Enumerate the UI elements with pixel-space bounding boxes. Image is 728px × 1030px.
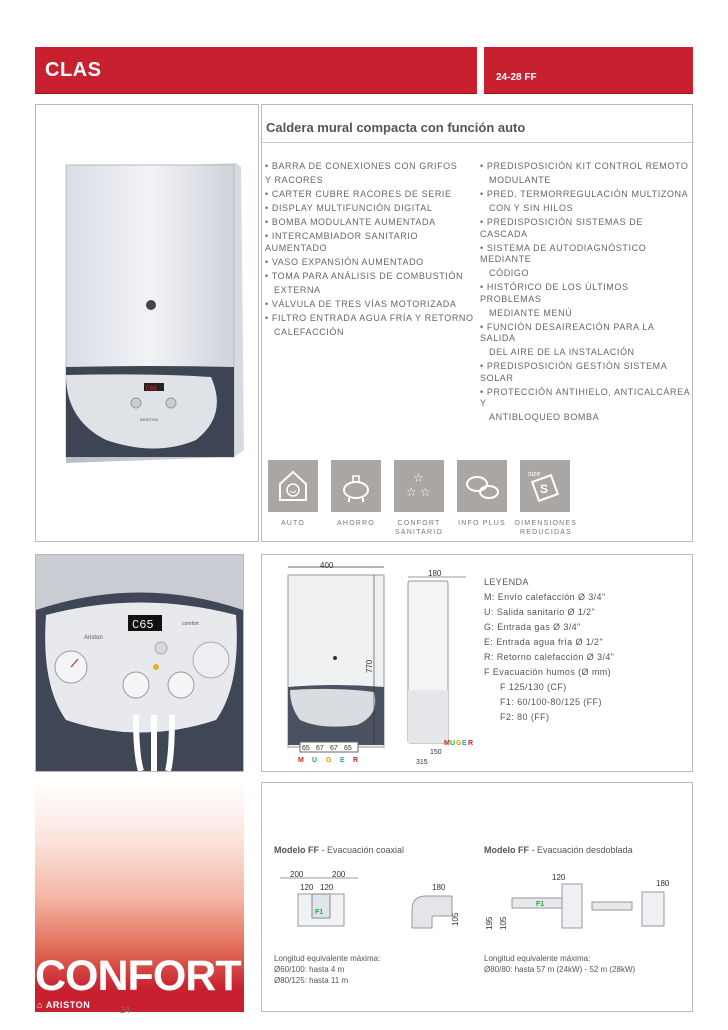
- legend-item: G: Entrada gas Ø 3/4": [484, 622, 581, 632]
- feature-item: • HISTÓRICO DE LOS ÚLTIMOS PROBLEMAS: [480, 282, 629, 304]
- legend-item: U: Salida sanitario Ø 1/2": [484, 607, 596, 617]
- coax-dim-200b: 200: [332, 870, 346, 879]
- feature-item: • DISPLAY MULTIFUNCIÓN DIGITAL: [265, 203, 433, 213]
- dim-bottom-3: 67: [330, 745, 338, 752]
- feature-item: • PRED. TERMORREGULACIÓN MULTIZONA: [480, 189, 689, 199]
- coaxial-note-line: Ø60/100: hasta 4 m: [274, 965, 345, 974]
- coax-dim-120a: 120: [300, 883, 314, 892]
- size-badge: size: [528, 471, 541, 478]
- svg-text:☆: ☆: [413, 471, 424, 485]
- icon-label-dimensiones: DIMENSIONES REDUCIDAS: [514, 520, 578, 536]
- coaxial-title: - Evacuación coaxial: [319, 845, 405, 855]
- dimensiones-icon: [520, 460, 570, 512]
- legend-item: M: Envío calefacción Ø 3/4": [484, 592, 606, 602]
- legend-item: F Evacuación humos (Ø mm): [484, 667, 612, 677]
- closeup-display-code: C65: [132, 618, 154, 632]
- coax-f1: F1: [315, 909, 324, 916]
- split-dim-120: 120: [552, 873, 566, 882]
- header-divider: [477, 47, 484, 94]
- feature-item: • BOMBA MODULANTE AUMENTADA: [265, 217, 436, 227]
- legend-item: F 125/130 (CF): [500, 682, 567, 692]
- feature-item: Y RACORES: [265, 175, 324, 185]
- coaxial-note-line: Longitud equivalente máxima:: [274, 954, 381, 963]
- feature-item: • PREDISPOSICIÓN KIT CONTROL REMOTO: [480, 161, 689, 171]
- feature-item: • PREDISPOSICIÓN GESTIÓN SISTEMA SOLAR: [480, 361, 667, 383]
- conn-m: M: [298, 757, 304, 764]
- feature-item: • INTERCAMBIADOR SANITARIO AUMENTADO: [265, 231, 419, 253]
- ariston-logo: [37, 1000, 90, 1010]
- coaxial-heading: [274, 845, 404, 855]
- split-heading: [484, 845, 633, 855]
- header-rule: [35, 93, 693, 94]
- icon-label-confort: CONFORT SANITARIO: [394, 520, 443, 536]
- split-title: - Evacuación desdoblada: [529, 845, 633, 855]
- feature-item: CÓDIGO: [489, 268, 530, 278]
- side-g: G: [456, 740, 462, 747]
- coaxial-note-line: Ø80/125: hasta 11 m: [274, 976, 349, 985]
- coax-dim-105: 105: [451, 912, 460, 926]
- dim-width: 400: [320, 561, 334, 570]
- control-panel-closeup: [36, 555, 243, 771]
- side-r: R: [468, 740, 474, 747]
- control-panel-photo: [35, 554, 244, 772]
- legend-item: F1: 60/100-80/125 (FF): [500, 697, 602, 707]
- legend-item: F2: 80 (FF): [500, 712, 550, 722]
- header-bar: [35, 47, 693, 94]
- icon-label-info-plus: INFO PLUS: [458, 520, 506, 527]
- ahorro-icon: [331, 460, 381, 512]
- feature-item: • PREDISPOSICIÓN SISTEMAS DE CASCADA: [480, 217, 643, 239]
- features-left-list: [265, 161, 480, 341]
- coax-dim-200a: 200: [290, 870, 304, 879]
- feature-item: • BARRA DE CONEXIONES CON GRIFOS: [265, 161, 458, 171]
- dim-150: 150: [430, 749, 442, 756]
- product-model: 24-28 FF: [496, 72, 537, 83]
- conn-e: E: [340, 757, 345, 764]
- ariston-house-icon: ⌂: [37, 1000, 44, 1010]
- boiler-photo: [36, 105, 258, 541]
- feature-item: • FUNCIÓN DESAIREACIÓN PARA LA SALIDA: [480, 321, 655, 343]
- coax-dim-180: 180: [432, 883, 446, 892]
- dimension-drawing: [262, 555, 482, 771]
- feature-item: • TOMA PARA ANÁLISIS DE COMBUSTIÓN: [265, 270, 464, 281]
- product-subtitle: Caldera mural compacta con función auto: [266, 120, 526, 135]
- feature-item: CON Y SIN HILOS: [489, 203, 574, 213]
- feature-item: DEL AIRE DE LA INSTALACIÓN: [489, 347, 635, 357]
- dim-height: 770: [365, 659, 374, 673]
- split-dim-105: 105: [499, 916, 508, 930]
- features-panel: [261, 104, 693, 542]
- conn-g: G: [326, 757, 332, 764]
- coaxial-model: Modelo FF: [274, 845, 319, 855]
- feature-item: • CARTER CUBRE RACORES DE SERIE: [265, 189, 452, 199]
- legend-item: E: Entrada agua fría Ø 1/2": [484, 637, 604, 647]
- page-number: 24: [120, 1005, 131, 1015]
- split-dim-180: 180: [656, 879, 670, 888]
- legend-item: R: Retorno calefacción Ø 3/4": [484, 652, 615, 662]
- feature-item: CALEFACCIÓN: [274, 326, 345, 337]
- dim-bottom-2: 67: [316, 745, 324, 752]
- feature-item: • SISTEMA DE AUTODIAGNÓSTICO MEDIANTE: [480, 242, 647, 264]
- feature-item: ANTIBLOQUEO BOMBA: [489, 412, 600, 422]
- subtitle-rule: [262, 142, 694, 143]
- conn-u: U: [312, 757, 318, 764]
- feature-item: • VASO EXPANSIÓN AUMENTADO: [265, 256, 424, 267]
- boiler-brand-small: ARISTON: [140, 417, 158, 422]
- split-model: Modelo FF: [484, 845, 529, 855]
- confort-label: CONFORT: [35, 952, 241, 1000]
- feature-item: • FILTRO ENTRADA AGUA FRÍA Y RETORNO: [265, 312, 474, 323]
- auto-icon: [268, 460, 318, 512]
- product-photo-panel: [35, 104, 259, 542]
- feature-item: • PROTECCIÓN ANTIHIELO, ANTICALCÁREA Y: [480, 386, 690, 408]
- split-f1: F1: [536, 901, 545, 908]
- svg-text:☆: ☆: [420, 485, 431, 499]
- feature-item: • VÁLVULA DE TRES VÍAS MOTORIZADA: [265, 298, 457, 309]
- side-u: U: [450, 740, 456, 747]
- legend-title: LEYENDA: [484, 577, 529, 587]
- svg-text:☆: ☆: [406, 485, 417, 499]
- dim-bottom-1: 65: [302, 745, 310, 752]
- info-plus-icon: [457, 460, 507, 512]
- icon-label-ahorro: AHORRO: [337, 520, 375, 527]
- dimensions-panel: [261, 554, 693, 772]
- conn-r: R: [353, 757, 359, 764]
- side-m: M: [444, 740, 450, 747]
- dim-315: 315: [416, 759, 428, 766]
- coaxial-note: [274, 953, 380, 986]
- display-code: C65: [146, 385, 157, 392]
- feature-item: MODULANTE: [489, 175, 551, 185]
- evacuation-drawings: [262, 868, 694, 938]
- product-title: CLAS: [45, 59, 102, 81]
- dim-bottom-4: 65: [344, 745, 352, 752]
- dim-depth: 180: [428, 569, 442, 578]
- feature-item: MEDIANTE MENÚ: [489, 307, 573, 318]
- icon-label-auto: AUTO: [280, 520, 306, 527]
- ariston-brand: ARISTON: [45, 1000, 91, 1010]
- evacuation-panel: [261, 782, 693, 1012]
- split-dim-195: 195: [485, 916, 494, 930]
- closeup-brand: Ariston: [84, 635, 103, 641]
- legend: [484, 575, 689, 725]
- side-e: E: [462, 740, 467, 747]
- coax-dim-120b: 120: [320, 883, 334, 892]
- split-note-line: Longitud equivalente máxima:: [484, 954, 591, 963]
- feature-item: EXTERNA: [274, 284, 321, 295]
- confort-sanitario-icon: [394, 460, 444, 512]
- svg-text:S: S: [540, 482, 549, 496]
- split-note-line: Ø80/80: hasta 57 m (24kW) - 52 m (28kW): [484, 965, 636, 974]
- closeup-button-label: comfort: [182, 621, 199, 627]
- features-right-list: [480, 161, 692, 426]
- split-note: [484, 953, 635, 975]
